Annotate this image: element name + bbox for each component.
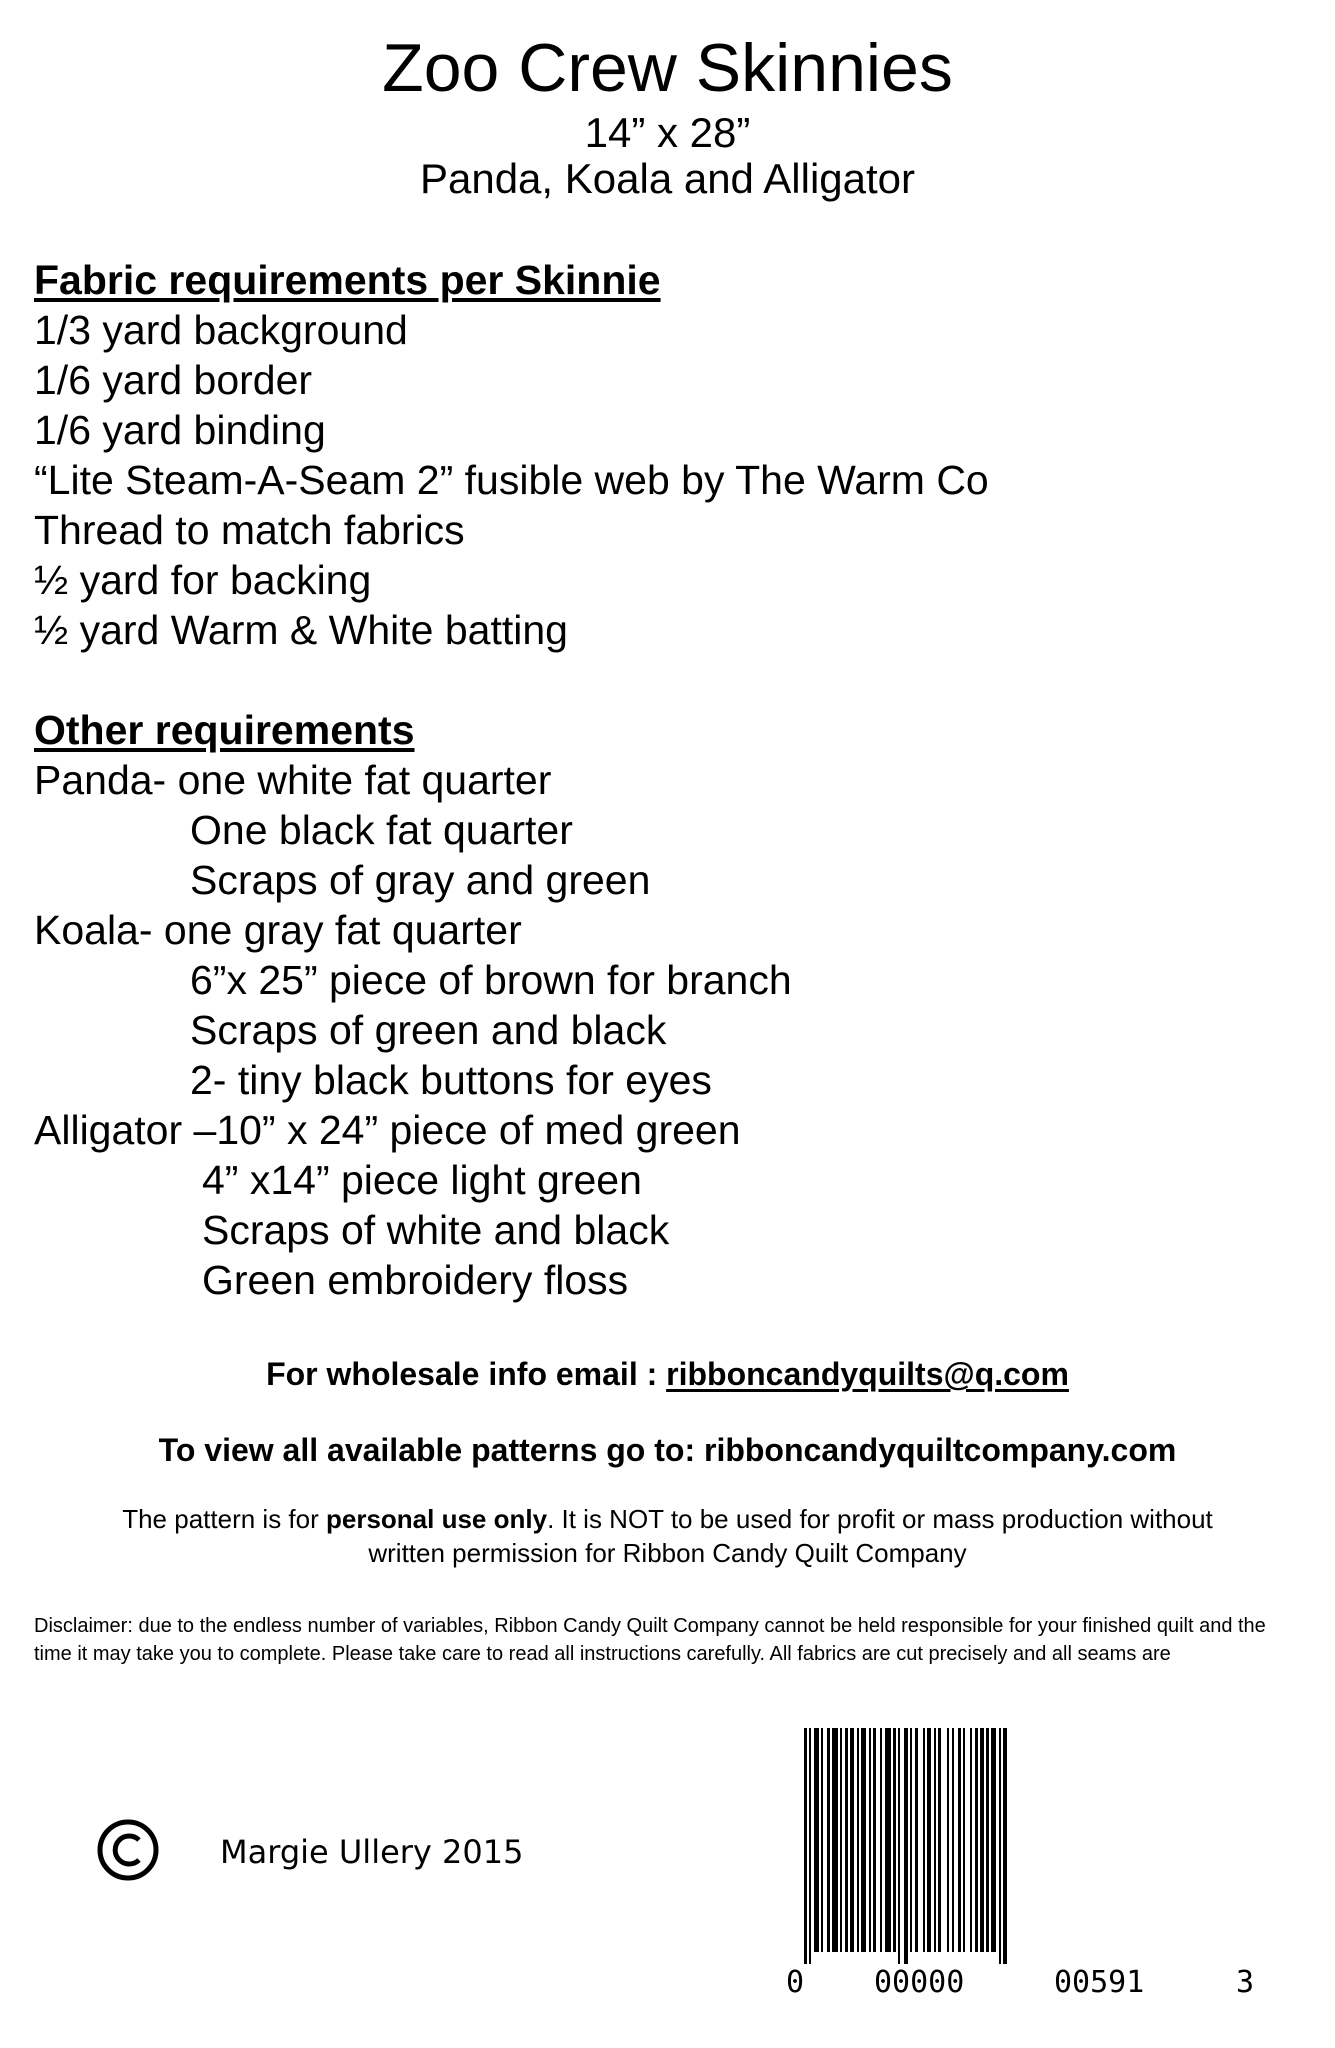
alligator-item: Alligator –10” x 24” piece of med green xyxy=(34,1107,741,1153)
notice-emphasis: personal use only xyxy=(325,1504,548,1534)
barcode-bar xyxy=(827,1728,830,1952)
panda-item: Scraps of gray and green xyxy=(190,857,651,903)
fabric-item: 1/6 yard binding xyxy=(34,407,326,453)
barcode-bar xyxy=(970,1728,972,1952)
barcode-bar xyxy=(999,1728,1001,1964)
koala-item: Scraps of green and black xyxy=(190,1007,667,1053)
fabric-item: ½ yard for backing xyxy=(34,557,372,603)
barcode-bar xyxy=(832,1728,838,1952)
page-title: Zoo Crew Skinnies xyxy=(382,30,953,106)
koala-item: Koala- one gray fat quarter xyxy=(34,907,522,953)
barcode-bar xyxy=(915,1728,918,1952)
disclaimer: Disclaimer: due to the endless number of variables, Ribbon Candy Quilt Company cannot be held responsible for your finished quilt and the time it may take you to complete. Please take care to read all instructions carefully. All fabrics are cut precisely and all seams are xyxy=(34,1615,1266,1665)
barcode-digit-leading: 0 xyxy=(786,1965,805,1998)
patterns-label: To view all available patterns go to: xyxy=(158,1432,704,1468)
barcode-bar xyxy=(904,1728,908,1964)
barcode-bar xyxy=(885,1728,891,1952)
usage-notice xyxy=(0,1502,1335,1536)
alligator-item: 4” x14” piece light green xyxy=(202,1157,642,1203)
barcode-bars xyxy=(804,1728,1007,1964)
barcode-bar xyxy=(1003,1728,1007,1964)
barcode-bar xyxy=(804,1728,807,1964)
barcode-bar xyxy=(910,1728,912,1952)
quilt-animals: Panda, Koala and Alligator xyxy=(419,155,916,202)
barcode-bar xyxy=(947,1728,949,1952)
wholesale-label: For wholesale info email : xyxy=(266,1356,667,1392)
wholesale-email-link[interactable]: ribboncandyquilts@q.com xyxy=(666,1356,1069,1392)
barcode-bar xyxy=(873,1728,876,1952)
panda-item: One black fat quarter xyxy=(190,807,573,853)
notice-text: . It is NOT to be used for profit or mass production without xyxy=(547,1504,1213,1534)
quilt-size: 14” x 28” xyxy=(584,109,751,156)
barcode-digits-left: 00000 xyxy=(874,1965,965,1998)
barcode-bar xyxy=(814,1728,819,1952)
fabric-item: 1/3 yard background xyxy=(34,307,408,353)
fabric-item: “Lite Steam-A-Seam 2” fusible web by The Warm Co xyxy=(34,457,989,503)
barcode-bar xyxy=(861,1728,866,1952)
fabric-item: ½ yard Warm & White batting xyxy=(34,607,568,653)
barcode-bar xyxy=(869,1728,871,1952)
barcode-bar xyxy=(927,1728,931,1952)
notice-text: The pattern is for xyxy=(122,1504,326,1534)
barcode-bar xyxy=(923,1728,925,1952)
barcode-bar xyxy=(934,1728,936,1952)
barcode-bar xyxy=(952,1728,954,1952)
koala-item: 2- tiny black buttons for eyes xyxy=(190,1057,712,1103)
barcode-digit-trailing: 3 xyxy=(1236,1965,1255,1998)
alligator-item: Scraps of white and black xyxy=(202,1207,670,1253)
barcode-bar xyxy=(821,1728,823,1952)
barcode-bar xyxy=(898,1728,900,1964)
barcode-bar xyxy=(840,1728,842,1952)
other-requirements-heading: Other requirements xyxy=(34,707,415,753)
barcode xyxy=(786,1728,1256,1998)
author-credit: Margie Ullery 2015 xyxy=(220,1833,524,1871)
fabric-item: 1/6 yard border xyxy=(34,357,313,403)
barcode-bar xyxy=(893,1728,896,1952)
patterns-site[interactable]: ribboncandyquiltcompany.com xyxy=(703,1432,1177,1468)
fabric-item: Thread to match fabrics xyxy=(34,507,465,553)
barcode-bar xyxy=(857,1728,859,1952)
copyright-icon xyxy=(96,1818,160,1882)
panda-item: Panda- one white fat quarter xyxy=(34,757,552,803)
koala-item: 6”x 25” piece of brown for branch xyxy=(190,957,792,1003)
barcode-bar xyxy=(938,1728,941,1952)
alligator-item: Green embroidery floss xyxy=(202,1257,629,1303)
barcode-bar xyxy=(963,1728,965,1952)
barcode-digits-right: 00591 xyxy=(1054,1965,1145,1998)
barcode-bar xyxy=(845,1728,848,1952)
barcode-bar xyxy=(809,1728,811,1964)
barcode-bar xyxy=(986,1728,989,1952)
barcode-bar xyxy=(880,1728,882,1952)
barcode-bar xyxy=(975,1728,978,1952)
barcode-bar xyxy=(980,1728,984,1952)
usage-notice-line2: written permission for Ribbon Candy Quilt Company xyxy=(368,1538,967,1568)
wholesale-line xyxy=(0,1354,1335,1394)
fabric-requirements-heading: Fabric requirements per Skinnie xyxy=(34,257,661,303)
patterns-line xyxy=(0,1430,1335,1470)
barcode-bar xyxy=(991,1728,996,1952)
barcode-bar xyxy=(850,1728,854,1952)
barcode-bar xyxy=(958,1728,961,1952)
